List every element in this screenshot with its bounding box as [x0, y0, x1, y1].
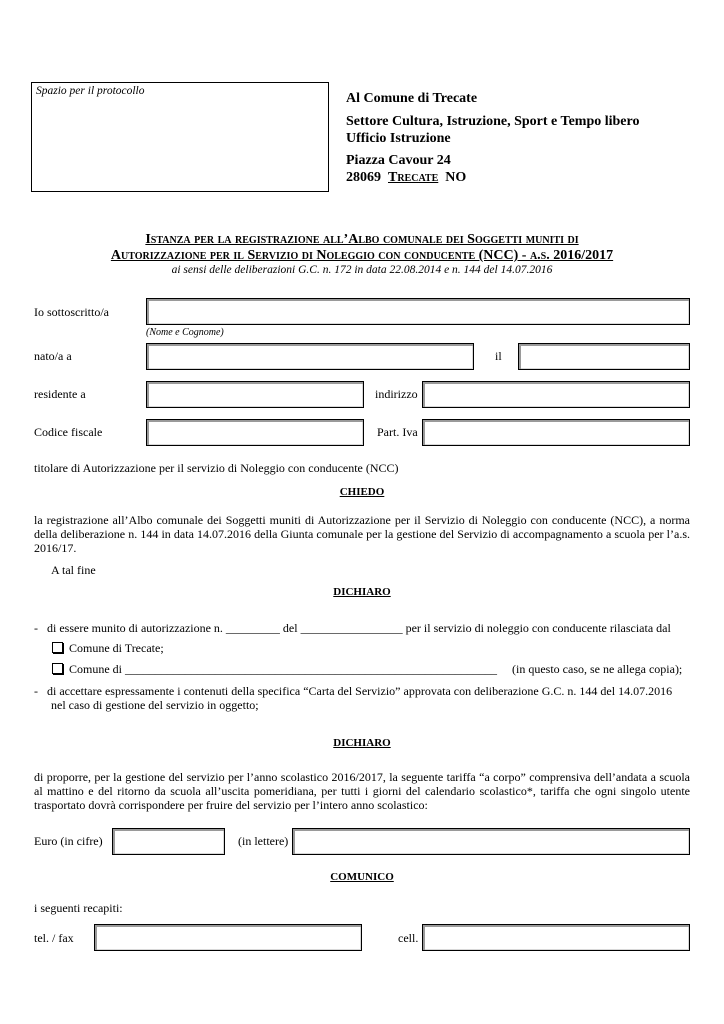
contacts-text: i seguenti recapiti:	[34, 901, 123, 915]
tel-fax-field[interactable]	[94, 924, 362, 951]
name-field[interactable]	[146, 298, 690, 325]
authorization-item: - di essere munito di autorizzazione n. _________ del _________________ per il servizio di noleggio con conducente rilasciata dal	[34, 621, 671, 635]
chiedo-heading: CHIEDO	[339, 486, 385, 498]
checkbox-comune-trecate[interactable]	[52, 642, 63, 653]
euro-letters-label: (in lettere)	[238, 834, 289, 848]
vat-label: Part. Iva	[377, 425, 418, 439]
vat-field[interactable]	[422, 419, 690, 446]
euro-figures-label: Euro (in cifre)	[34, 834, 103, 848]
addressee-city-line	[346, 170, 466, 186]
birthdate-field[interactable]	[518, 343, 690, 370]
a-tal-fine: A tal fine	[51, 563, 96, 577]
tariff-text: di proporre, per la gestione del servizio per l’anno scolastico 2016/2017, la seguente tariffa “a corpo” comprensiva dell’andata a scuola al mattino e del ritorno da scuola all’uscita pomeridiana, per tutti i giorni del calendario scolastico*, tariffa che ogni singolo utente trasportato dovrà corrispondere per fruire del servizio per l’intero anno scolastico:	[34, 770, 690, 812]
name-label: Io sottoscritto/a	[34, 305, 109, 319]
form-title-line-2: Autorizzazione per il Servizio di Noleggio con conducente (NCC) - a.s. 2016/2017	[110, 248, 614, 263]
chiedo-text: la registrazione all’Albo comunale dei Soggetti muniti di Autorizzazione per il Servizio di Noleggio con conducente (NCC), a norma della deliberazione n. 144 in data 14.07.2016 della Giunta comunale per la gestione del Servizio di accompagnamento a scuola per l’a.s. 2016/17.	[34, 513, 690, 555]
addressee-line-4: Piazza Cavour 24	[346, 153, 451, 168]
form-title-line-1: Istanza per la registrazione all’Albo comunale dei Soggetti muniti di	[145, 232, 579, 247]
cell-label: cell.	[398, 931, 419, 945]
fiscal-code-label: Codice fiscale	[34, 425, 103, 439]
residence-label: residente a	[34, 387, 86, 401]
comunico-heading: COMUNICO	[330, 871, 394, 883]
name-caption: (Nome e Cognome)	[146, 327, 224, 338]
addressee-city: Trecate	[388, 170, 439, 185]
addressee-line-1: Al Comune di Trecate	[346, 91, 478, 106]
tel-fax-label: tel. / fax	[34, 931, 74, 945]
cell-field[interactable]	[422, 924, 690, 951]
residence-field[interactable]	[146, 381, 364, 408]
option-other-comune-label: Comune di ______________________________________________________________	[69, 662, 497, 676]
form-subtitle: ai sensi delle deliberazioni G.C. n. 172 in data 22.08.2014 e n. 144 del 14.07.2016	[171, 264, 553, 276]
fiscal-code-field[interactable]	[146, 419, 364, 446]
street-address-field[interactable]	[422, 381, 690, 408]
addressee-province: NO	[445, 170, 467, 185]
carta-servizio-item-cont: nel caso di gestione del servizio in oggetto;	[51, 698, 259, 712]
holder-text: titolare di Autorizzazione per il servizio di Noleggio con conducente (NCC)	[34, 461, 399, 475]
addressee-line-3: Ufficio Istruzione	[346, 131, 451, 146]
street-address-label: indirizzo	[375, 387, 418, 401]
protocol-box	[31, 82, 329, 192]
dichiaro-heading-2: DICHIARO	[333, 737, 391, 749]
protocol-label: Spazio per il protocollo	[36, 85, 145, 97]
checkbox-other-comune[interactable]	[52, 663, 63, 674]
addressee-line-2: Settore Cultura, Istruzione, Sport e Tempo libero	[346, 114, 640, 129]
option-comune-trecate[interactable]	[52, 641, 164, 656]
birthdate-label: il	[495, 349, 502, 363]
birthplace-label: nato/a a	[34, 349, 72, 363]
option-other-comune-note: (in questo caso, se ne allega copia);	[512, 662, 683, 676]
option-comune-trecate-label: Comune di Trecate;	[69, 641, 164, 655]
addressee-postcode: 28069	[346, 170, 381, 185]
dichiaro-heading-1: DICHIARO	[333, 586, 391, 598]
birthplace-field[interactable]	[146, 343, 474, 370]
carta-servizio-item: - di accettare espressamente i contenuti della specifica “Carta del Servizio” approvata con deliberazione G.C. n. 144 del 14.07.2016	[34, 684, 673, 698]
euro-figures-field[interactable]	[112, 828, 225, 855]
option-other-comune[interactable]	[52, 662, 497, 677]
euro-letters-field[interactable]	[292, 828, 690, 855]
